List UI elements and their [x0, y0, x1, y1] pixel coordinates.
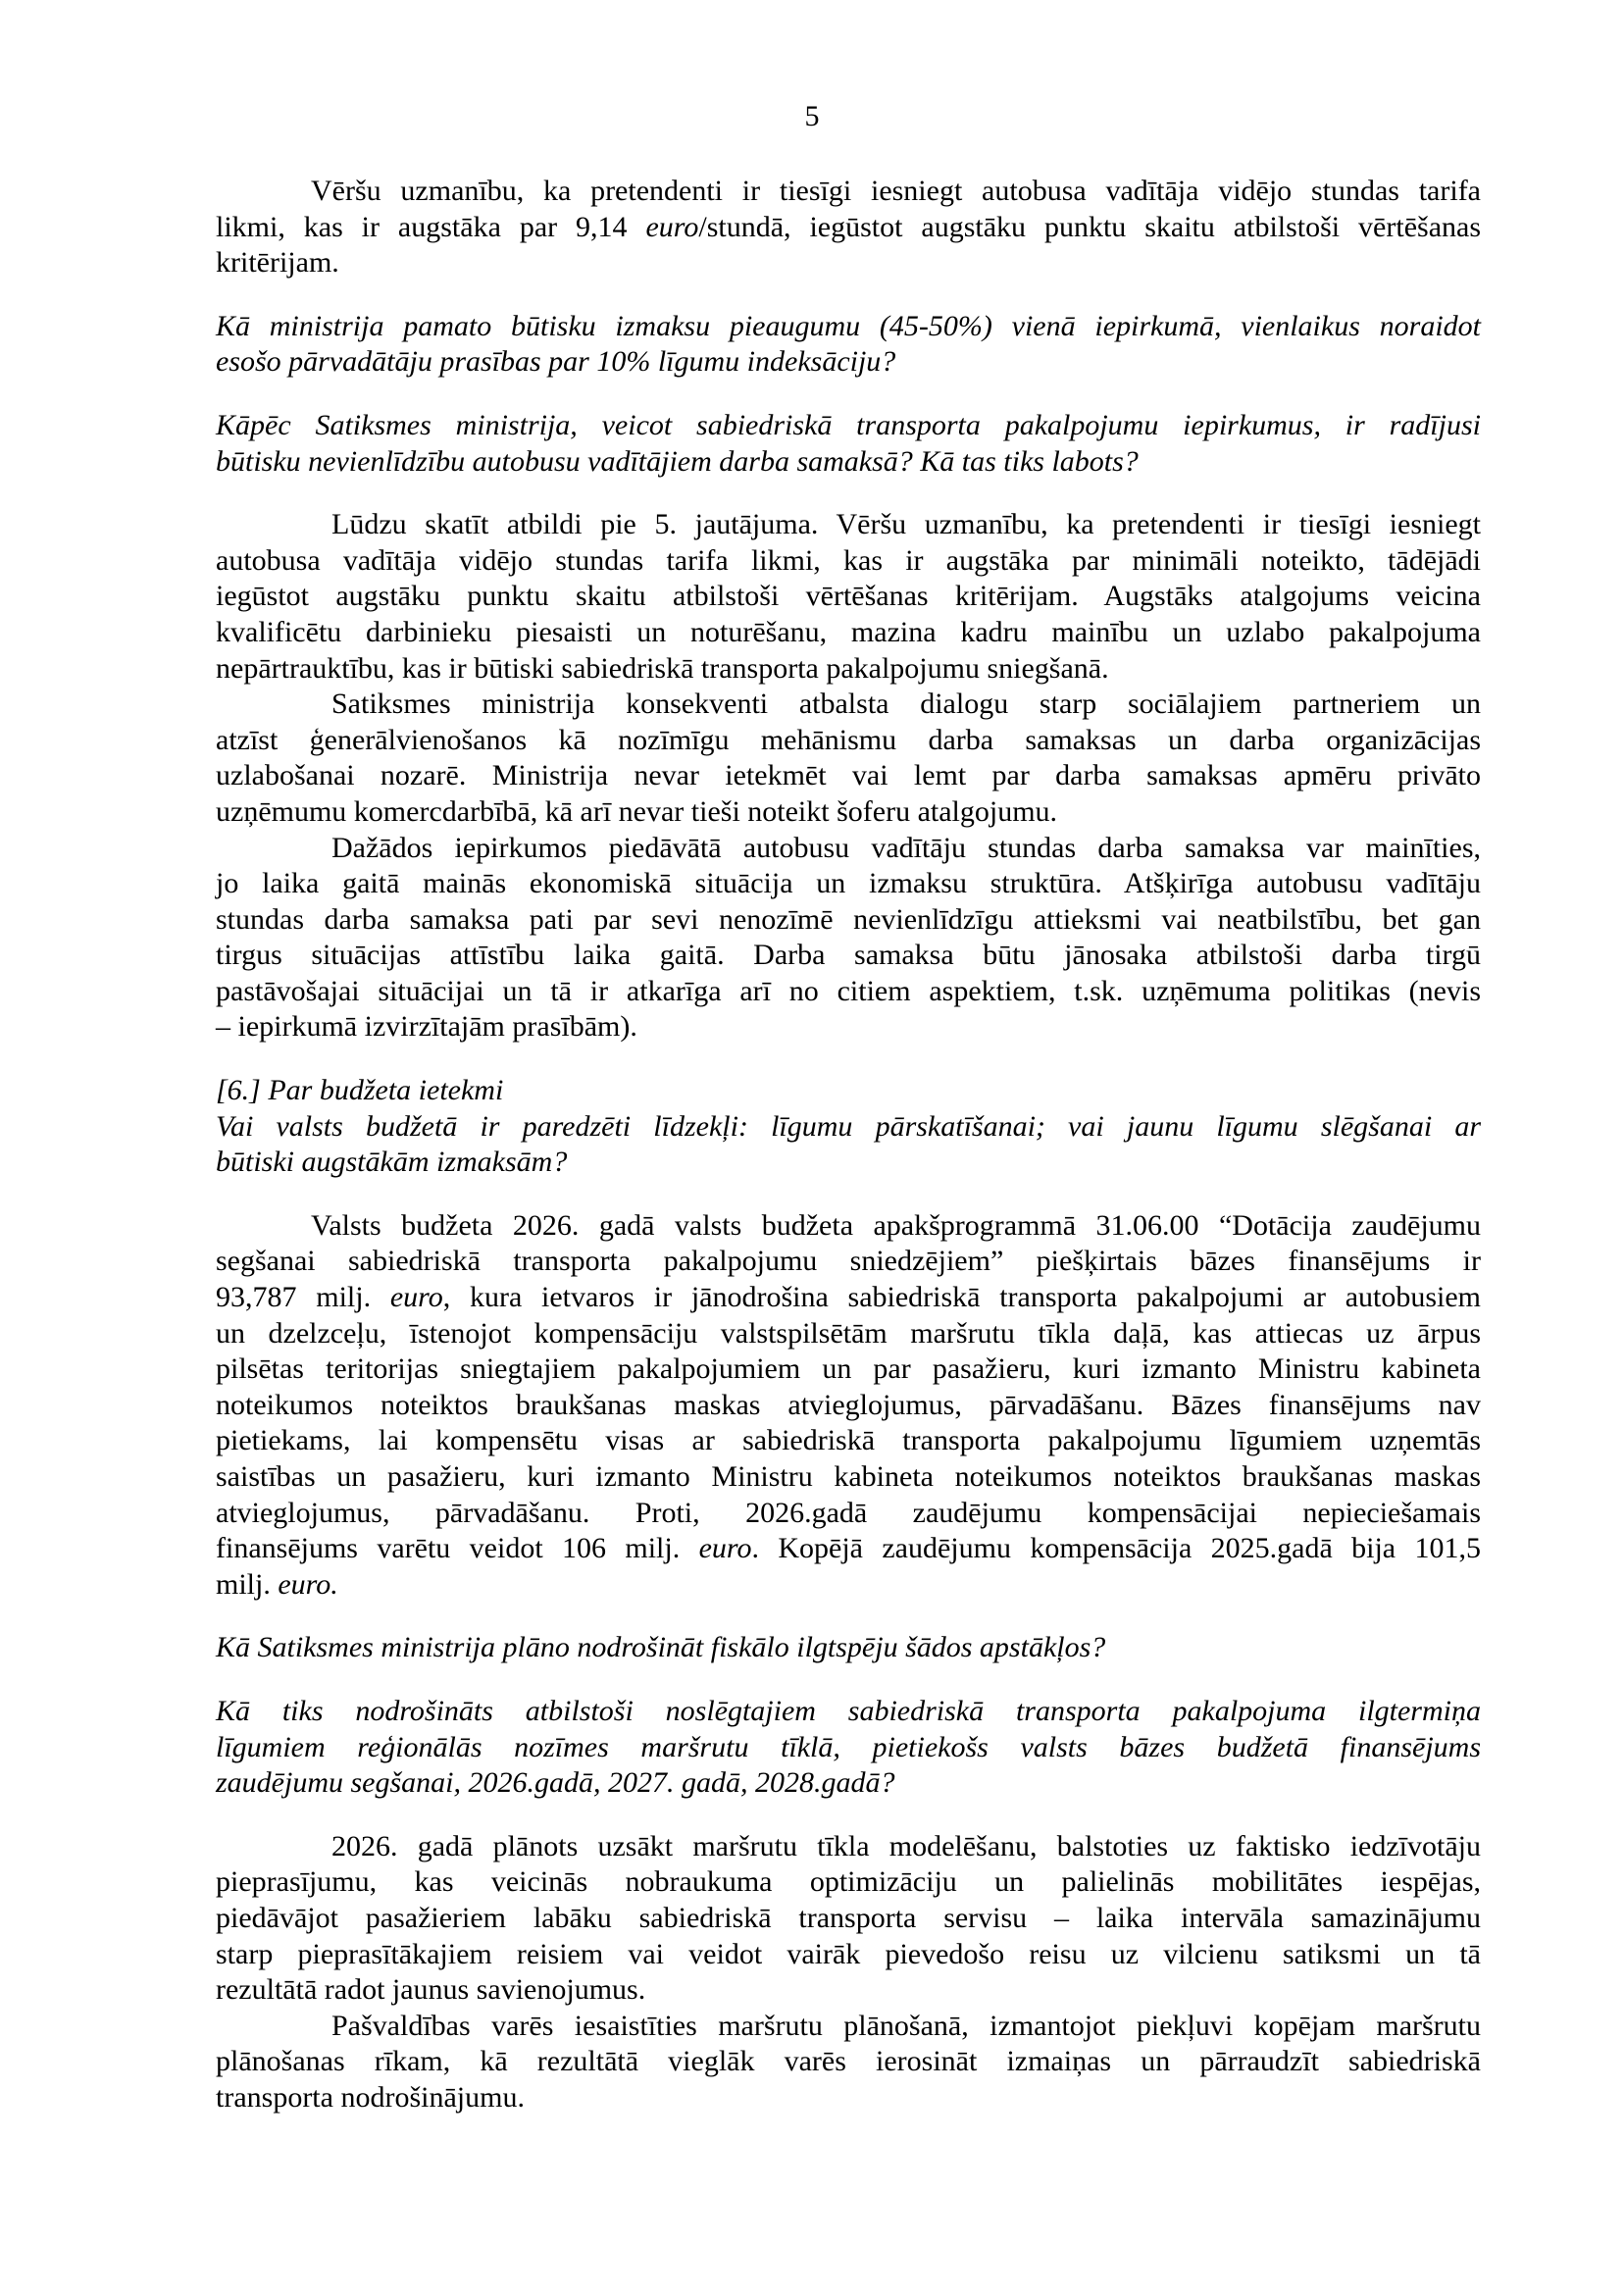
text-line: līgumiem reģionālās nozīmes maršrutu tīklā, pietiekošs valsts bāzes budžetā finansējums [216, 1730, 1481, 1763]
text-line: pilsētas teritorijas sniegtajiem pakalpojumiem un par pasažieru, kuri izmanto Ministru kabineta [216, 1352, 1481, 1386]
italic-text: euro [389, 1281, 443, 1314]
text-line: saistības un pasažieru, kuri izmanto Ministru kabineta noteikumos noteiktos braukšanas maskas [216, 1460, 1481, 1493]
text-line: pastāvošajai situācijai un tā ir atkarīga arī no citiem aspektiem, t.sk. uzņēmuma politikas (nevis [216, 974, 1481, 1007]
text-line: Dažādos iepirkumos piedāvātā autobusu vadītāju stundas darba samaksa var mainīties, [331, 831, 1481, 864]
text-line: stundas darba samaksa pati par sevi nenozīmē nevienlīdzīgu attieksmi vai neatbilstību, bet gan [216, 902, 1481, 936]
text-line: – iepirkumā izvirzītajām prasībām). [216, 1010, 637, 1044]
text-line: Satiksmes ministrija konsekventi atbalsta dialogu starp sociālajiem partneriem un [331, 688, 1481, 721]
text-line: Kā tiks nodrošināts atbilstoši noslēgtajiem sabiedriskā transporta pakalpojuma ilgtermiņa [216, 1694, 1481, 1727]
text-line: piedāvājot pasažieriem labāku sabiedriskā transporta servisu – laika intervāla samazinājumu [216, 1901, 1481, 1934]
text-line: rezultātā radot jaunus savienojumus. [216, 1973, 646, 2007]
italic-text: euro [645, 210, 699, 243]
text-line: būtiski augstākām izmaksām? [216, 1146, 568, 1179]
text-line: tirgus situācijas attīstību laika gaitā. Darba samaksa būtu jānosaka atbilstoši darba tirgū [216, 939, 1481, 972]
text-line: Vēršu uzmanību, ka pretendenti ir tiesīgi iesniegt autobusa vadītāja vidējo stundas tarifa [311, 175, 1481, 207]
body-paragraph [216, 831, 1481, 1046]
text-line: noteikumos noteiktos braukšanas maskas atvieglojumus, pārvadāšanu. Bāzes finansējums nav [216, 1388, 1481, 1421]
question-paragraph [216, 1630, 1481, 1666]
text-line: pieprasījumu, kas veicinās nobraukuma optimizāciju un palielinās mobilitātes iespējas, [216, 1865, 1481, 1899]
body-paragraph [216, 1829, 1481, 2009]
text-run: milj. [216, 1567, 279, 1601]
text-line: Lūdzu skatīt atbildi pie 5. jautājuma. Vēršu uzmanību, ka pretendenti ir tiesīgi iesniegt [331, 508, 1481, 541]
text-line [216, 1531, 1481, 1567]
text-line: iegūstot augstāku punktu skaitu atbilstoši vērtēšanas kritērijam. Augstāks atalgojums veicina [216, 580, 1481, 613]
body-paragraph [216, 174, 1481, 281]
question-paragraph [216, 1694, 1481, 1802]
text-line: [6.] Par budžeta ietekmi [216, 1074, 504, 1107]
text-run: . Kopējā zaudējumu kompensācija 2025.gadā bija 101,5 [751, 1532, 1481, 1565]
text-line: transporta nodrošinājumu. [216, 2080, 525, 2114]
text-line: Pašvaldības varēs iesaistīties maršrutu plānošanā, izmantojot piekļuvi kopējam maršrutu [331, 2009, 1481, 2042]
text-line: pietiekams, lai kompensētu visas ar sabiedriskā transporta pakalpojumu līgumiem uzņemtās [216, 1424, 1481, 1457]
body-paragraph [216, 507, 1481, 687]
text-line: Kā Satiksmes ministrija plāno nodrošināt fiskālo ilgtspēju šādos apstākļos? [216, 1631, 1106, 1664]
text-line: Valsts budžeta 2026. gadā valsts budžeta apakšprogrammā 31.06.00 “Dotācija zaudējumu [311, 1208, 1481, 1242]
text-line: kritērijam. [216, 246, 339, 280]
text-line: esošo pārvadātāju prasības par 10% līgumu indeksāciju? [216, 345, 896, 379]
text-line: zaudējumu segšanai, 2026.gadā, 2027. gadā, 2028.gadā? [216, 1766, 895, 1800]
body-paragraph [216, 1208, 1481, 1604]
question-paragraph [216, 1109, 1481, 1181]
text-run: , kura ietvaros ir jānodrošina sabiedriskā transporta pakalpojumi ar autobusiem [442, 1281, 1482, 1314]
text-line: atzīst ģenerālvienošanos kā nozīmīgu mehānismu darba samaksas un darba organizācijas [216, 723, 1481, 756]
question-paragraph [216, 408, 1481, 480]
italic-text: euro. [278, 1567, 338, 1601]
text-line: un dzelzceļu, īstenojot kompensāciju valstspilsētām maršrutu tīkla daļā, kas attiecas uz ārpus [216, 1316, 1481, 1350]
question-paragraph [216, 309, 1481, 381]
text-run: finansējums varētu veidot 106 milj. [216, 1532, 699, 1565]
italic-text: euro [698, 1532, 752, 1565]
text-line [216, 1567, 1481, 1604]
text-line [216, 210, 1481, 246]
text-line: kvalificētu darbinieku piesaisti un noturēšanu, mazina kadru mainību un uzlabo pakalpojuma [216, 615, 1481, 648]
text-line: plānošanas rīkam, kā rezultātā vieglāk varēs ierosināt izmaiņas un pārraudzīt sabiedriskā [216, 2045, 1481, 2078]
text-line: Vai valsts budžetā ir paredzēti līdzekļi: līgumu pārskatīšanai; vai jaunu līgumu slēgšanai ar [216, 1109, 1481, 1143]
text-line [216, 1280, 1481, 1316]
text-line: autobusa vadītāja vidējo stundas tarifa likmi, kas ir augstāka par minimāli noteikto, tādējādi [216, 543, 1481, 577]
text-run: likmi, kas ir augstāka par 9,14 [216, 210, 646, 243]
document-body [216, 174, 1481, 2116]
text-line: Kā ministrija pamato būtisku izmaksu pieaugumu (45-50%) vienā iepirkumā, vienlaikus noraidot [216, 309, 1481, 342]
text-line: segšanai sabiedriskā transporta pakalpojumu sniedzējiem” piešķirtais bāzes finansējums ir [216, 1245, 1481, 1278]
text-line: 2026. gadā plānots uzsākt maršrutu tīkla modelēšanu, balstoties uz faktisko iedzīvotāju [331, 1829, 1481, 1862]
question-paragraph [216, 1073, 1481, 1109]
text-line: starp pieprasītākajiem reisiem vai veidot vairāk pievedošo reisu uz vilcienu satiksmi un tā [216, 1937, 1481, 1970]
text-run: /stundā, iegūstot augstāku punktu skaitu atbilstoši vērtēšanas [698, 210, 1481, 243]
body-paragraph [216, 2009, 1481, 2116]
text-run: 93,787 milj. [216, 1281, 390, 1314]
text-line: Kāpēc Satiksmes ministrija, veicot sabiedriskā transporta pakalpojumu iepirkumus, ir radījusi [216, 408, 1481, 441]
text-line: uzlabošanai nozarē. Ministrija nevar ietekmēt vai lemt par darba samaksas apmēru privāto [216, 759, 1481, 792]
text-line: būtisku nevienlīdzību autobusu vadītājiem darba samaksā? Kā tas tiks labots? [216, 444, 1139, 478]
text-line: jo laika gaitā mainās ekonomiskā situācija un izmaksu struktūra. Atšķirīga autobusu vadītāju [216, 867, 1481, 900]
body-paragraph [216, 687, 1481, 830]
text-line: nepārtrauktību, kas ir būtiski sabiedriskā transporta pakalpojumu sniegšanā. [216, 651, 1109, 685]
text-line: atvieglojumus, pārvadāšanu. Proti, 2026.gadā zaudējumu kompensācijai nepieciešamais [216, 1496, 1481, 1529]
text-line: uzņēmumu komercdarbībā, kā arī nevar tieši noteikt šoferu atalgojumu. [216, 794, 1058, 828]
page-number: 5 [804, 100, 820, 132]
